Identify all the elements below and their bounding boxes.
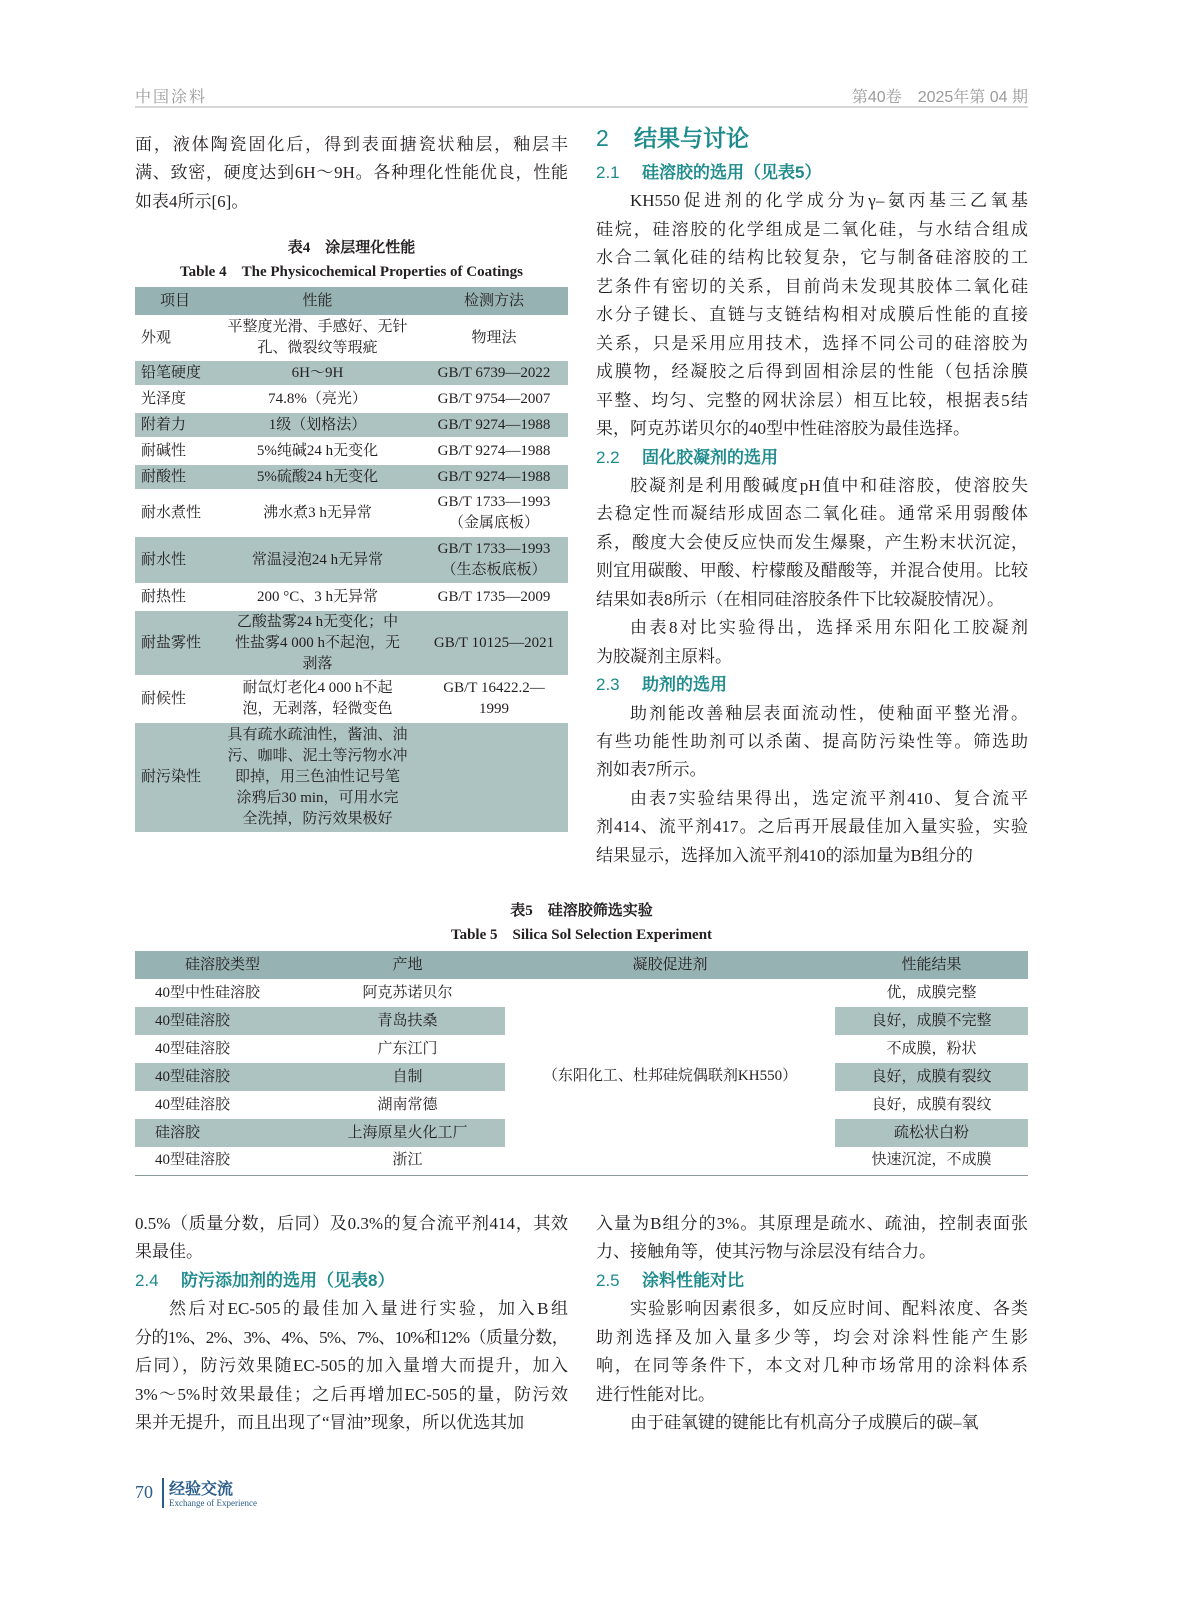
cell-line: 具有疏水疏油性，酱油、油 bbox=[227, 727, 408, 743]
cell-line: 涂鸦后30 min，可用水完 bbox=[236, 790, 399, 806]
paragraph-line: 为胶凝剂主原料。 bbox=[596, 646, 732, 666]
cell-line: 1级（划格法） bbox=[268, 416, 367, 433]
table5-cell-result: 疏松状白粉 bbox=[835, 1119, 1028, 1147]
paragraph-line: 关系，只是采用应用技术，选择不同公司的硅溶胶为 bbox=[596, 333, 1028, 353]
cell-line: 耐氙灯老化4 000 h不起 bbox=[242, 680, 393, 696]
subsection-number: 2.2 bbox=[596, 447, 620, 467]
paragraph-line: 艺条件有密切的关系，目前尚未发现其胶体二氧化硅 bbox=[596, 276, 1028, 296]
table4-row bbox=[135, 316, 568, 360]
table5-cell-type: 40型中性硅溶胶 bbox=[155, 984, 261, 1001]
table4-cell-method bbox=[420, 610, 568, 676]
subsection-title: 防污添加剂的选用（见表8） bbox=[181, 1270, 395, 1290]
subsection-heading bbox=[596, 159, 821, 187]
paragraph-line: 平整、均匀、完整的网状涂层）相互比较，根据表5结 bbox=[596, 390, 1028, 410]
table5-cell-type: 40型硅溶胶 bbox=[135, 1063, 310, 1091]
table5-cell-type: 40型硅溶胶 bbox=[135, 1007, 310, 1035]
table4-cell-item: 耐污染性 bbox=[135, 722, 215, 832]
cell-line: 74.8%（亮光） bbox=[268, 390, 367, 407]
table5-title-en: Table 5 Silica Sol Selection Experiment bbox=[450, 927, 713, 943]
paragraph-line: 结果显示，选择加入流平剂410的添加量为B组分的 bbox=[596, 845, 973, 865]
subsection-heading bbox=[135, 1267, 394, 1295]
cell-line: 5%硫酸24 h无变化 bbox=[256, 468, 379, 485]
paragraph-line: 去稳定性而凝结形成固态二氧化硅。通常采用弱酸体 bbox=[596, 504, 1028, 524]
table4-cell-performance bbox=[215, 722, 420, 832]
table5-cell-origin: 自制 bbox=[310, 1063, 505, 1091]
paragraph-line: 剂414、流平剂417。之后再开展最佳加入量实验，实验 bbox=[596, 817, 1028, 837]
table4-row bbox=[135, 412, 568, 438]
cell-line: 200 °C、3 h无异常 bbox=[256, 588, 378, 605]
table5-cell-result: 优，成膜完整 bbox=[886, 984, 977, 1001]
journal-name: 中国涂料 bbox=[135, 89, 208, 106]
cell-line: 5%纯碱24 h无变化 bbox=[256, 442, 379, 459]
paragraph-line: 则宜用碳酸、甲酸、柠檬酸及醋酸等，并混合使用。比较 bbox=[596, 561, 1028, 581]
table4-cell-method bbox=[420, 676, 568, 722]
table4-title-cn: 表4 涂层理化性能 bbox=[287, 240, 416, 256]
paragraph-line: 实验影响因素很多，如反应时间、配料浓度、各类 bbox=[630, 1299, 1028, 1319]
table4-cell-method bbox=[420, 490, 568, 536]
cell-line: （金属底板） bbox=[448, 515, 539, 531]
table4-cell-method bbox=[420, 412, 568, 438]
table5-cell-type: 40型硅溶胶 bbox=[155, 1040, 231, 1057]
cell-line: 乙酸盐雾24 h无变化；中 bbox=[236, 613, 399, 630]
table4-cell-performance bbox=[215, 536, 420, 584]
table4-cell-performance bbox=[215, 386, 420, 412]
paragraph-line: 进行性能对比。 bbox=[596, 1384, 715, 1404]
cell-line: 常温浸泡24 h无异常 bbox=[251, 551, 384, 568]
paragraph-line: 力、接触角等，使其污物与涂层没有结合力。 bbox=[596, 1242, 936, 1262]
paragraph-line: 硅烷，硅溶胶的化学组成是二氧化硅，与水结合组成 bbox=[596, 219, 1028, 239]
cell-line: GB/T 6739—2022 bbox=[437, 364, 551, 381]
paragraph-line: 果，阿克苏诺贝尔的40型中性硅溶胶为最佳选择。 bbox=[596, 419, 970, 439]
cell-line: 污、咖啡、泥土等污物水冲 bbox=[227, 748, 408, 764]
page-number: 70 bbox=[135, 1482, 153, 1502]
table5-title-cn: 表5 硅溶胶筛选实验 bbox=[510, 903, 653, 919]
table5-cell-result: 良好，成膜有裂纹 bbox=[835, 1063, 1028, 1091]
subsection-title: 固化胶凝剂的选用 bbox=[642, 447, 778, 467]
paragraph-line: 入量为B组分的3%。其原理是疏水、疏油，控制表面张 bbox=[596, 1214, 1028, 1233]
table4 bbox=[135, 287, 568, 832]
table4-cell-item: 光泽度 bbox=[141, 390, 187, 407]
subsection-number: 2.4 bbox=[135, 1270, 159, 1290]
table4-cell-item: 耐候性 bbox=[141, 690, 187, 707]
cell-line: 性盐雾4 000 h不起泡，无 bbox=[234, 634, 400, 651]
paragraph-line: 结果如表8所示（在相同硅溶胶条件下比较凝胶情况）。 bbox=[596, 589, 1004, 609]
table4-cell-performance bbox=[215, 316, 420, 360]
paragraph-line: 助剂能改善釉层表面流动性，使釉面平整光滑。 bbox=[630, 703, 1028, 723]
cell-line: GB/T 9274—1988 bbox=[437, 468, 551, 485]
table4-cell-item: 耐碱性 bbox=[141, 442, 187, 459]
cell-line: GB/T 1735—2009 bbox=[437, 588, 551, 605]
paragraph-line: 响，在同等条件下，本文对几种市场常用的涂料体系 bbox=[596, 1356, 1028, 1376]
table4-header-item: 项目 bbox=[135, 287, 215, 316]
cell-line: （生态板底板） bbox=[441, 562, 547, 578]
table4-row bbox=[135, 584, 568, 610]
footer-section-en: Exchange of Experience bbox=[169, 1498, 257, 1508]
paragraph-line: KH550促进剂的化学成分为γ–氨丙基三乙氧基 bbox=[630, 191, 1028, 211]
cell-line: 平整度光滑、手感好、无针 bbox=[227, 319, 408, 335]
cell-line: 沸水煮3 h无异常 bbox=[263, 504, 372, 521]
paragraph-line: 然后对EC-505的最佳加入量进行实验，加入B组 bbox=[169, 1299, 568, 1319]
cell-line: 物理法 bbox=[471, 329, 517, 346]
subsection-heading bbox=[596, 671, 727, 699]
table4-cell-method bbox=[420, 316, 568, 360]
table4-cell-performance bbox=[215, 676, 420, 722]
table4-row bbox=[135, 464, 568, 490]
table4-header-performance: 性能 bbox=[215, 287, 420, 316]
cell-line: 6H～9H bbox=[291, 364, 344, 381]
table4-cell-method bbox=[420, 360, 568, 386]
footer-divider bbox=[162, 1478, 164, 1508]
table4-cell-performance bbox=[215, 490, 420, 536]
table4-cell-item: 耐盐雾性 bbox=[135, 610, 215, 676]
subsection-title: 硅溶胶的选用（见表5） bbox=[642, 163, 822, 182]
subsection-heading bbox=[596, 444, 778, 472]
section-heading bbox=[596, 122, 749, 154]
paragraph-line: 水合二氧化硅的结构比较复杂，它与制备硅溶胶的工 bbox=[596, 248, 1028, 268]
table4-row bbox=[135, 438, 568, 464]
table4-cell-performance bbox=[215, 464, 420, 490]
table4-title-en: Table 4 The Physicochemical Properties of Coatings bbox=[180, 264, 523, 280]
table4-cell-method bbox=[420, 464, 568, 490]
table4-cell-performance bbox=[215, 610, 420, 676]
table5-cell-result: 快速沉淀，不成膜 bbox=[871, 1152, 992, 1169]
table4-cell-performance bbox=[215, 584, 420, 610]
table4-cell-item: 耐水煮性 bbox=[141, 504, 202, 521]
cell-line: 即掉，用三色油性记号笔 bbox=[234, 769, 400, 785]
header-divider bbox=[135, 106, 1028, 108]
table4-row bbox=[135, 676, 568, 722]
table5-cell-promoter: （东阳化工、杜邦硅烷偶联剂KH550） bbox=[542, 1068, 798, 1085]
cell-line: GB/T 9274—1988 bbox=[437, 442, 551, 459]
table4-cell-method bbox=[420, 438, 568, 464]
table5-row bbox=[135, 979, 1028, 1007]
table4-cell-performance bbox=[215, 360, 420, 386]
table4-row bbox=[135, 610, 568, 676]
table5-header-result: 性能结果 bbox=[835, 951, 1028, 979]
table5 bbox=[135, 951, 1028, 1176]
table5-cell-origin: 湖南常德 bbox=[377, 1096, 438, 1113]
table4-cell-item: 外观 bbox=[141, 329, 172, 346]
table4-cell-item: 耐水性 bbox=[135, 536, 215, 584]
paragraph-line: 3%～5%时效果最佳；之后再增加EC-505的量，防污效 bbox=[135, 1384, 568, 1404]
cell-line: 剥落 bbox=[302, 655, 333, 672]
paragraph-line: 果并无提升，而且出现了“冒油”现象，所以优选其加 bbox=[135, 1413, 525, 1433]
table5-cell-result: 良好，成膜不完整 bbox=[835, 1007, 1028, 1035]
table4-cell-method bbox=[420, 536, 568, 584]
table5-cell-result: 良好，成膜有裂纹 bbox=[871, 1096, 992, 1113]
table4-cell-item: 附着力 bbox=[135, 412, 215, 438]
table4-row bbox=[135, 360, 568, 386]
table4-cell-item: 耐热性 bbox=[141, 588, 187, 605]
paragraph-line: 满、致密，硬度达到6H～9H。各种理化性能优良，性能 bbox=[135, 163, 568, 183]
table4-cell-performance bbox=[215, 438, 420, 464]
cell-line: GB/T 1733—1993 bbox=[437, 541, 551, 557]
cell-line: GB/T 10125—2021 bbox=[433, 634, 555, 651]
subsection-number: 2.3 bbox=[596, 675, 620, 695]
cell-line: GB/T 1733—1993 bbox=[437, 494, 551, 510]
table5-cell-type: 40型硅溶胶 bbox=[155, 1096, 231, 1113]
table4-cell-performance bbox=[215, 412, 420, 438]
table4-row bbox=[135, 386, 568, 412]
paragraph-line: 助剂选择及加入量多少等，均会对涂料性能产生影 bbox=[596, 1327, 1028, 1347]
table4-row bbox=[135, 722, 568, 832]
table5-cell-type: 硅溶胶 bbox=[135, 1119, 310, 1147]
paragraph-line: 面，液体陶瓷固化后，得到表面搪瓷状釉层，釉层丰 bbox=[135, 135, 568, 154]
paragraph-line: 剂如表7所示。 bbox=[596, 760, 707, 780]
table5-cell-result: 不成膜，粉状 bbox=[886, 1040, 977, 1057]
subsection-heading bbox=[596, 1267, 744, 1295]
cell-line: GB/T 9274—1988 bbox=[437, 416, 551, 433]
subsection-title: 涂料性能对比 bbox=[642, 1270, 744, 1290]
table5-cell-origin: 上海原星火化工厂 bbox=[310, 1119, 505, 1147]
table4-row bbox=[135, 536, 568, 584]
table5-cell-origin: 浙江 bbox=[392, 1152, 423, 1169]
table5-cell-type: 40型硅溶胶 bbox=[155, 1152, 231, 1169]
section-title: 结果与讨论 bbox=[634, 125, 749, 151]
paragraph-line: 如表4所示[6]。 bbox=[135, 191, 249, 211]
paragraph-line: 由表8对比实验得出，选择采用东阳化工胶凝剂 bbox=[630, 618, 1028, 638]
cell-line: GB/T 9754—2007 bbox=[437, 390, 551, 407]
issue-info: 第40卷 2025年第 04 期 bbox=[851, 89, 1028, 106]
subsection-number: 2.5 bbox=[596, 1270, 620, 1290]
table5-header-promoter: 凝胶促进剂 bbox=[505, 951, 835, 979]
paragraph-line: 0.5%（质量分数，后同）及0.3%的复合流平剂414，其效 bbox=[135, 1214, 568, 1233]
cell-line: GB/T 16422.2— bbox=[443, 680, 545, 696]
paragraph-line: 有些功能性助剂可以杀菌、提高防污染性等。筛选助 bbox=[596, 732, 1028, 751]
paragraph-line: 成膜物，经凝胶之后得到固相涂层的性能（包括涂膜 bbox=[596, 362, 1028, 382]
cell-line: 全洗掉，防污效果极好 bbox=[242, 811, 393, 827]
subsection-title: 助剂的选用 bbox=[642, 675, 727, 695]
table4-cell-method bbox=[420, 584, 568, 610]
paragraph-line: 果最佳。 bbox=[135, 1242, 203, 1262]
table5-header-type: 硅溶胶类型 bbox=[135, 951, 310, 979]
paragraph-line: 系，酸度大会使反应快而发生爆聚，产生粉末状沉淀， bbox=[596, 532, 1028, 552]
table4-cell-item: 铅笔硬度 bbox=[135, 360, 215, 386]
table5-cell-origin: 广东江门 bbox=[377, 1040, 438, 1057]
table5-cell-origin: 阿克苏诺贝尔 bbox=[362, 984, 453, 1001]
table4-cell-method bbox=[420, 722, 568, 832]
paragraph-line: 由表7实验结果得出，选定流平剂410、复合流平 bbox=[630, 788, 1028, 808]
paragraph-line: 由于硅氧键的键能比有机高分子成膜后的碳–氧 bbox=[630, 1413, 979, 1433]
table4-row bbox=[135, 490, 568, 536]
paragraph-line: 胶凝剂是利用酸碱度pH值中和硅溶胶，使溶胶失 bbox=[630, 475, 1028, 495]
cell-line: 泡，无剥落，轻微变色 bbox=[242, 701, 393, 717]
paragraph-line: 水分子键长、直链与支链结构相对成膜后性能的直接 bbox=[596, 305, 1028, 325]
table4-cell-method bbox=[420, 386, 568, 412]
paragraph-line: 后同），防污效果随EC-505的加入量增大而提升，加入 bbox=[135, 1356, 568, 1376]
cell-line: 孔、微裂纹等瑕疵 bbox=[257, 340, 378, 356]
subsection-number: 2.1 bbox=[596, 163, 620, 182]
footer-section-cn: 经验交流 bbox=[169, 1481, 234, 1498]
table4-cell-item: 耐酸性 bbox=[135, 464, 215, 490]
section-number: 2 bbox=[596, 125, 609, 151]
paragraph-line: 分的1%、2%、3%、4%、5%、7%、10%和12%（质量分数， bbox=[135, 1327, 568, 1347]
cell-line: 1999 bbox=[479, 701, 509, 717]
table4-header-method: 检测方法 bbox=[420, 287, 568, 316]
table5-cell-origin: 青岛扶桑 bbox=[310, 1007, 505, 1035]
table5-header-origin: 产地 bbox=[310, 951, 505, 979]
